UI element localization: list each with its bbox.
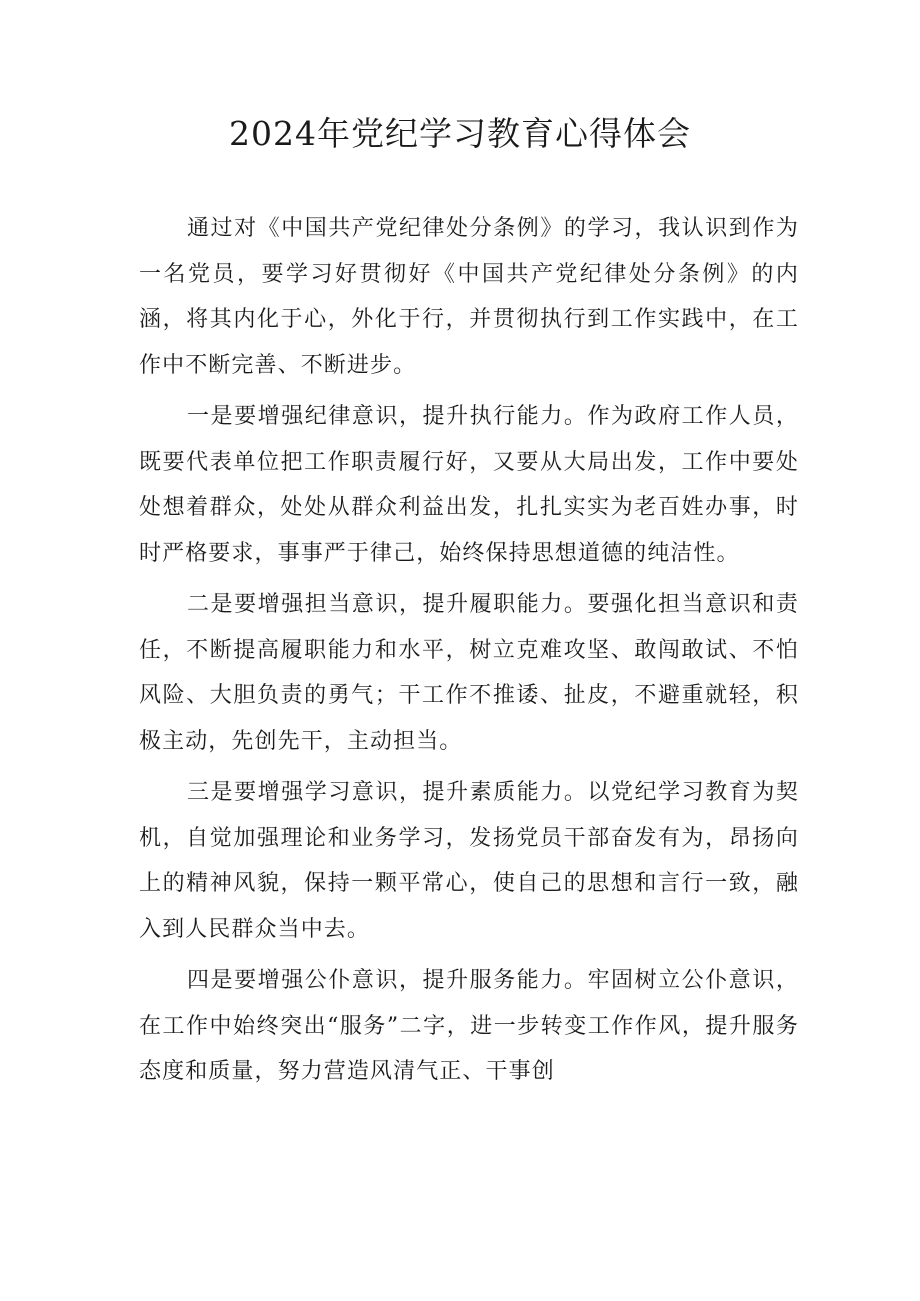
document-title: 2024年党纪学习教育心得体会 bbox=[229, 114, 691, 153]
paragraph-intro: 通过对《中国共产党纪律处分条例》的学习，我认识到作为一名党员，要学习好贯彻好《中国共产党纪律处分条例》的内涵，将其内化于心，外化于行，并贯彻执行到工作实践中，在工作中不断完善、不断进步。 bbox=[139, 216, 799, 378]
document-body bbox=[139, 206, 799, 1101]
paragraph-point-3: 三是要增强学习意识，提升素质能力。以党纪学习教育为契机，自觉加强理论和业务学习，发扬党员干部奋发有为，昂扬向上的精神风貌，保持一颗平常心，使自己的思想和言行一致，融入到人民群众当中去。 bbox=[139, 780, 799, 942]
paragraph-point-4: 四是要增强公仆意识，提升服务能力。牢固树立公仆意识，在工作中始终突出“服务”二字，进一步转变工作作风，提升服务态度和质量，努力营造风清气正、干事创 bbox=[139, 968, 799, 1084]
paragraph-point-1: 一是要增强纪律意识，提升执行能力。作为政府工作人员，既要代表单位把工作职责履行好，又要从大局出发，工作中要处处想着群众，处处从群众利益出发，扎扎实实为老百姓办事，时时严格要求，事事严于律己，始终保持思想道德的纯洁性。 bbox=[139, 404, 799, 566]
paragraph-point-2: 二是要增强担当意识，提升履职能力。要强化担当意识和责任，不断提高履职能力和水平，树立克难攻坚、敢闯敢试、不怕风险、大胆负责的勇气；干工作不推诿、扯皮，不避重就轻，积极主动，先创先干，主动担当。 bbox=[139, 592, 799, 754]
